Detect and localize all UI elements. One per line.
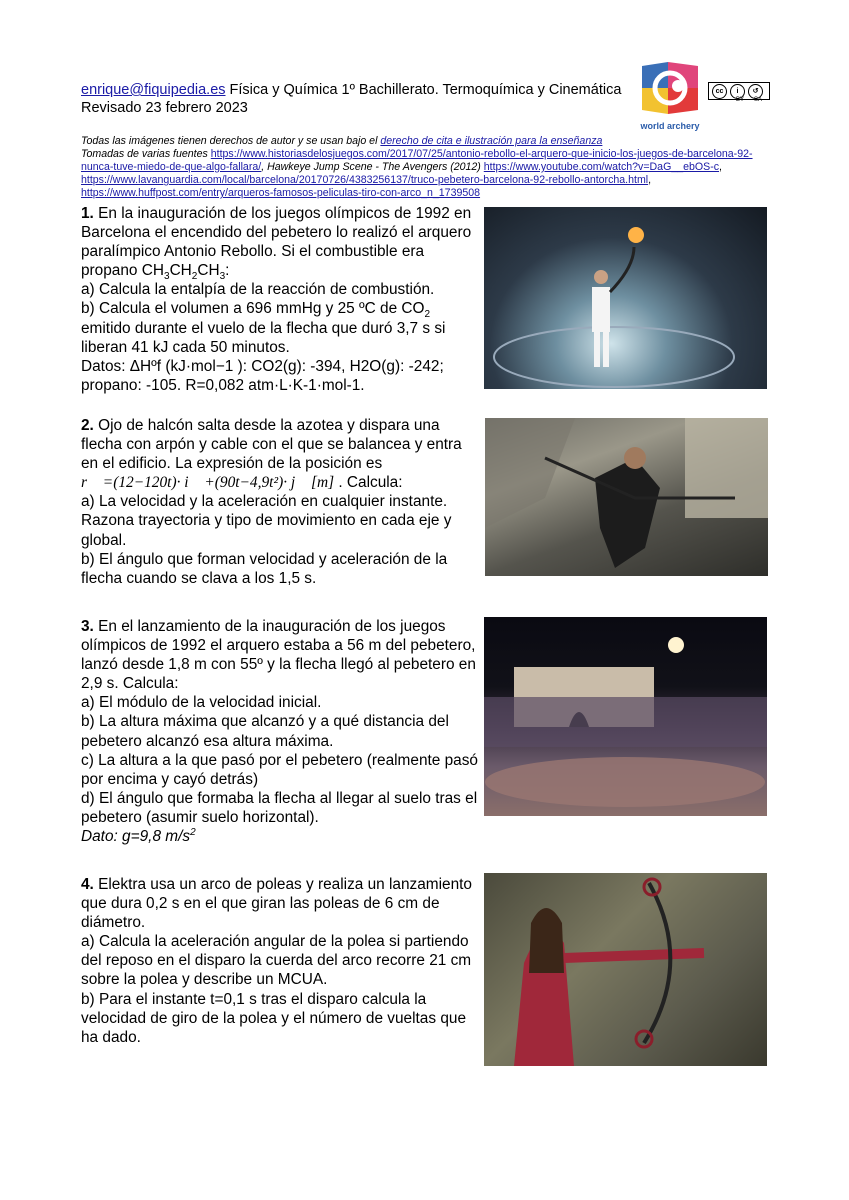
credits-mid-text: , Hawkeye Jump Scene - The Avengers (2012) xyxy=(261,161,484,173)
question-2 xyxy=(81,416,481,588)
credits-separator: , xyxy=(719,161,722,173)
photo-rebollo-archer xyxy=(484,207,767,389)
question-1-data: Datos: ΔHºf (kJ·mol−1 ): CO2(g): -394, H2O(g): -242; propano: -105. R=0,082 atm·L·K-1·mol-1. xyxy=(81,357,444,394)
question-1-intro: En la inauguración de los juegos olímpicos de 1992 en Barcelona el encendido del pebetero lo realizó el arquero paralímpico Antonio Rebollo. Si el combustible era propano CH xyxy=(81,205,472,280)
question-4-part-a: a) Calcula la aceleración angular de la polea si partiendo del reposo en el disparo la cuerda del arco recorre 21 cm sobre la polea y describe un MCUA. xyxy=(81,933,472,989)
question-1-part-b-end: emitido durante el vuelo de la flecha que duró 3,7 s si liberan 41 kJ cada 50 minutos. xyxy=(81,319,446,356)
question-3-part-c: c) La altura a la que pasó por el pebetero (realmente pasó por encima y cayó detrás) xyxy=(81,751,478,788)
question-2-intro: Ojo de halcón salta desde la azotea y dispara una flecha con arpón y cable con el que se balancea y entra en el edificio. La expresión de la posición es xyxy=(81,417,462,473)
source-link-4[interactable]: https://www.huffpost.com/entry/arqueros-famosos-peliculas-tiro-con-arco_n_1739508 xyxy=(81,187,481,199)
question-2-number: 2. xyxy=(81,417,94,434)
question-3-number: 3. xyxy=(81,618,94,635)
question-2-calc: . Calcula: xyxy=(334,474,403,492)
header-line-1 xyxy=(81,81,641,99)
elektra-silhouette-icon xyxy=(484,873,767,1066)
position-formula: r⃗ =(12−120t)· i⃗ +(90t−4,9t²)· j⃗ [m] xyxy=(81,474,335,492)
question-4-number: 4. xyxy=(81,876,94,893)
question-2-part-b: b) El ángulo que forman velocidad y aceleración de la flecha cuando se clava a los 1,5 s. xyxy=(81,550,448,587)
stadium-icon xyxy=(484,617,767,816)
source-link-2[interactable]: https://www.youtube.com/watch?v=DaG__ebOS-c xyxy=(483,161,720,173)
page-header xyxy=(81,81,641,117)
question-1: 1. En la inauguración de los juegos olímpicos de 1992 en Barcelona el encendido del pebetero lo realizó el arquero paralímpico Antonio Rebollo. Si el combustible era propano $CH_3CH_2CH_3$: a) Calcula la entalpía de la reacción de combustión. b) Calcula el volumen a 696 mmHg y 25 ºC de $CO_2$ emitido durante el vuelo de la flecha que duró 3,7 s si liberan 41 kJ cada 50 minutos. Datos: ΔHºf (kJ·mol−1 ): CO2(g): -394, H2O(g): -242; propano: -105. R=0,082 atm·L·K-1·mol-1. xyxy=(81,204,481,395)
cc-icon: cc xyxy=(712,84,727,99)
question-3-intro: En el lanzamiento de la inauguración de los juegos olímpicos de 1992 el arquero estaba a 56 m del pebetero, lanzó desde 1,8 m con 55º y la flecha llegó al pebetero en 2,9 s. Calcula: xyxy=(81,618,476,693)
question-3-part-d: d) El ángulo que formaba la flecha al llegar al suelo tras el pebetero (asumir suelo horizontal). xyxy=(81,789,478,826)
revision-date: Revisado 23 febrero 2023 xyxy=(81,100,248,116)
question-1-number: 1. xyxy=(81,205,94,222)
credits-separator: , xyxy=(648,174,652,186)
question-1-part-a: a) Calcula la entalpía de la reacción de combustión. xyxy=(81,281,435,299)
question-3-part-b: b) La altura máxima que alcanzó y a qué distancia del pebetero alcanzó esa altura máxima. xyxy=(81,713,449,750)
image-credits xyxy=(81,135,771,200)
logo-caption: world archery xyxy=(640,121,700,131)
course-title: Física y Química 1º Bachillerato. Termoquímica y Cinemática xyxy=(225,82,622,98)
author-email-link[interactable]: enrique@fiquipedia.es xyxy=(81,82,226,98)
credits-sources-label: Tomadas de varias fuentes xyxy=(81,148,211,160)
question-3: 3. En el lanzamiento de la inauguración de los juegos olímpicos de 1992 el arquero estaba a 56 m del pebetero, lanzó desde 1,8 m con 55º y la flecha llegó al pebetero en 2,9 s. Calcula: a) El módulo de la velocidad inicial. b) La altura máxima que alcanzó y a qué distancia del pebetero alcanzó esa altura máxima. c) La altura a la que pasó por el pebetero (realmente pasó por encima y cayó detrás) d) El ángulo que formaba la flecha al llegar al suelo tras el pebetero (asumir suelo horizontal). Dato: g=9,8 $m/s^2$ xyxy=(81,617,481,846)
question-4-intro: Elektra usa un arco de poleas y realiza un lanzamiento que dura 0,2 s en el que giran las poleas de 6 cm de diámetro. xyxy=(81,876,472,932)
source-link-1[interactable]: https://www.historiasdelosjuegos.com/2017/07/25/antonio-rebollo-el-arquero-que-inicio-los-juegos-de-barcelona-92-nunca-tuve-miedo-de-que-algo-fallara/ xyxy=(81,148,753,173)
world-archery-logo-icon xyxy=(638,60,702,116)
credits-notice: Todas las imágenes tienen derechos de autor y se usan bajo el xyxy=(81,135,381,147)
question-1-part-b-start: b) Calcula el volumen a 696 mmHg y 25 ºC de CO xyxy=(81,300,425,318)
question-4 xyxy=(81,875,481,1047)
by-icon: i xyxy=(730,84,745,99)
question-4-part-b: b) Para el instante t=0,1 s tras el disparo calcula la velocidad de giro de la polea y el número de vueltas que ha dado. xyxy=(81,990,467,1046)
world-archery-logo xyxy=(638,60,702,130)
question-2-part-a: a) La velocidad y la aceleración en cualquier instante. Razona trayectoria y tipo de movimiento en cada eje y global. xyxy=(81,493,452,549)
sa-icon: ↺ xyxy=(748,84,763,99)
photo-olympic-stadium xyxy=(484,617,767,816)
license-by: BY xyxy=(736,97,745,103)
source-link-3[interactable]: https://www.lavanguardia.com/local/barcelona/20170726/4383256137/truco-pebetero-barcelona-92-rebollo-antorcha.html xyxy=(81,174,649,186)
photo-elektra-archer xyxy=(484,873,767,1066)
archer-silhouette-icon xyxy=(484,207,767,389)
question-3-part-a: a) El módulo de la velocidad inicial. xyxy=(81,694,322,712)
license-sa: SA xyxy=(754,97,763,103)
cc-license-labels xyxy=(736,97,766,103)
fair-use-link[interactable]: derecho de cita e ilustración para la enseñanza xyxy=(380,135,603,147)
hawkeye-silhouette-icon xyxy=(485,418,768,576)
question-3-dato: Dato: g=9,8 m/s xyxy=(81,828,191,846)
photo-hawkeye-jump xyxy=(485,418,768,576)
